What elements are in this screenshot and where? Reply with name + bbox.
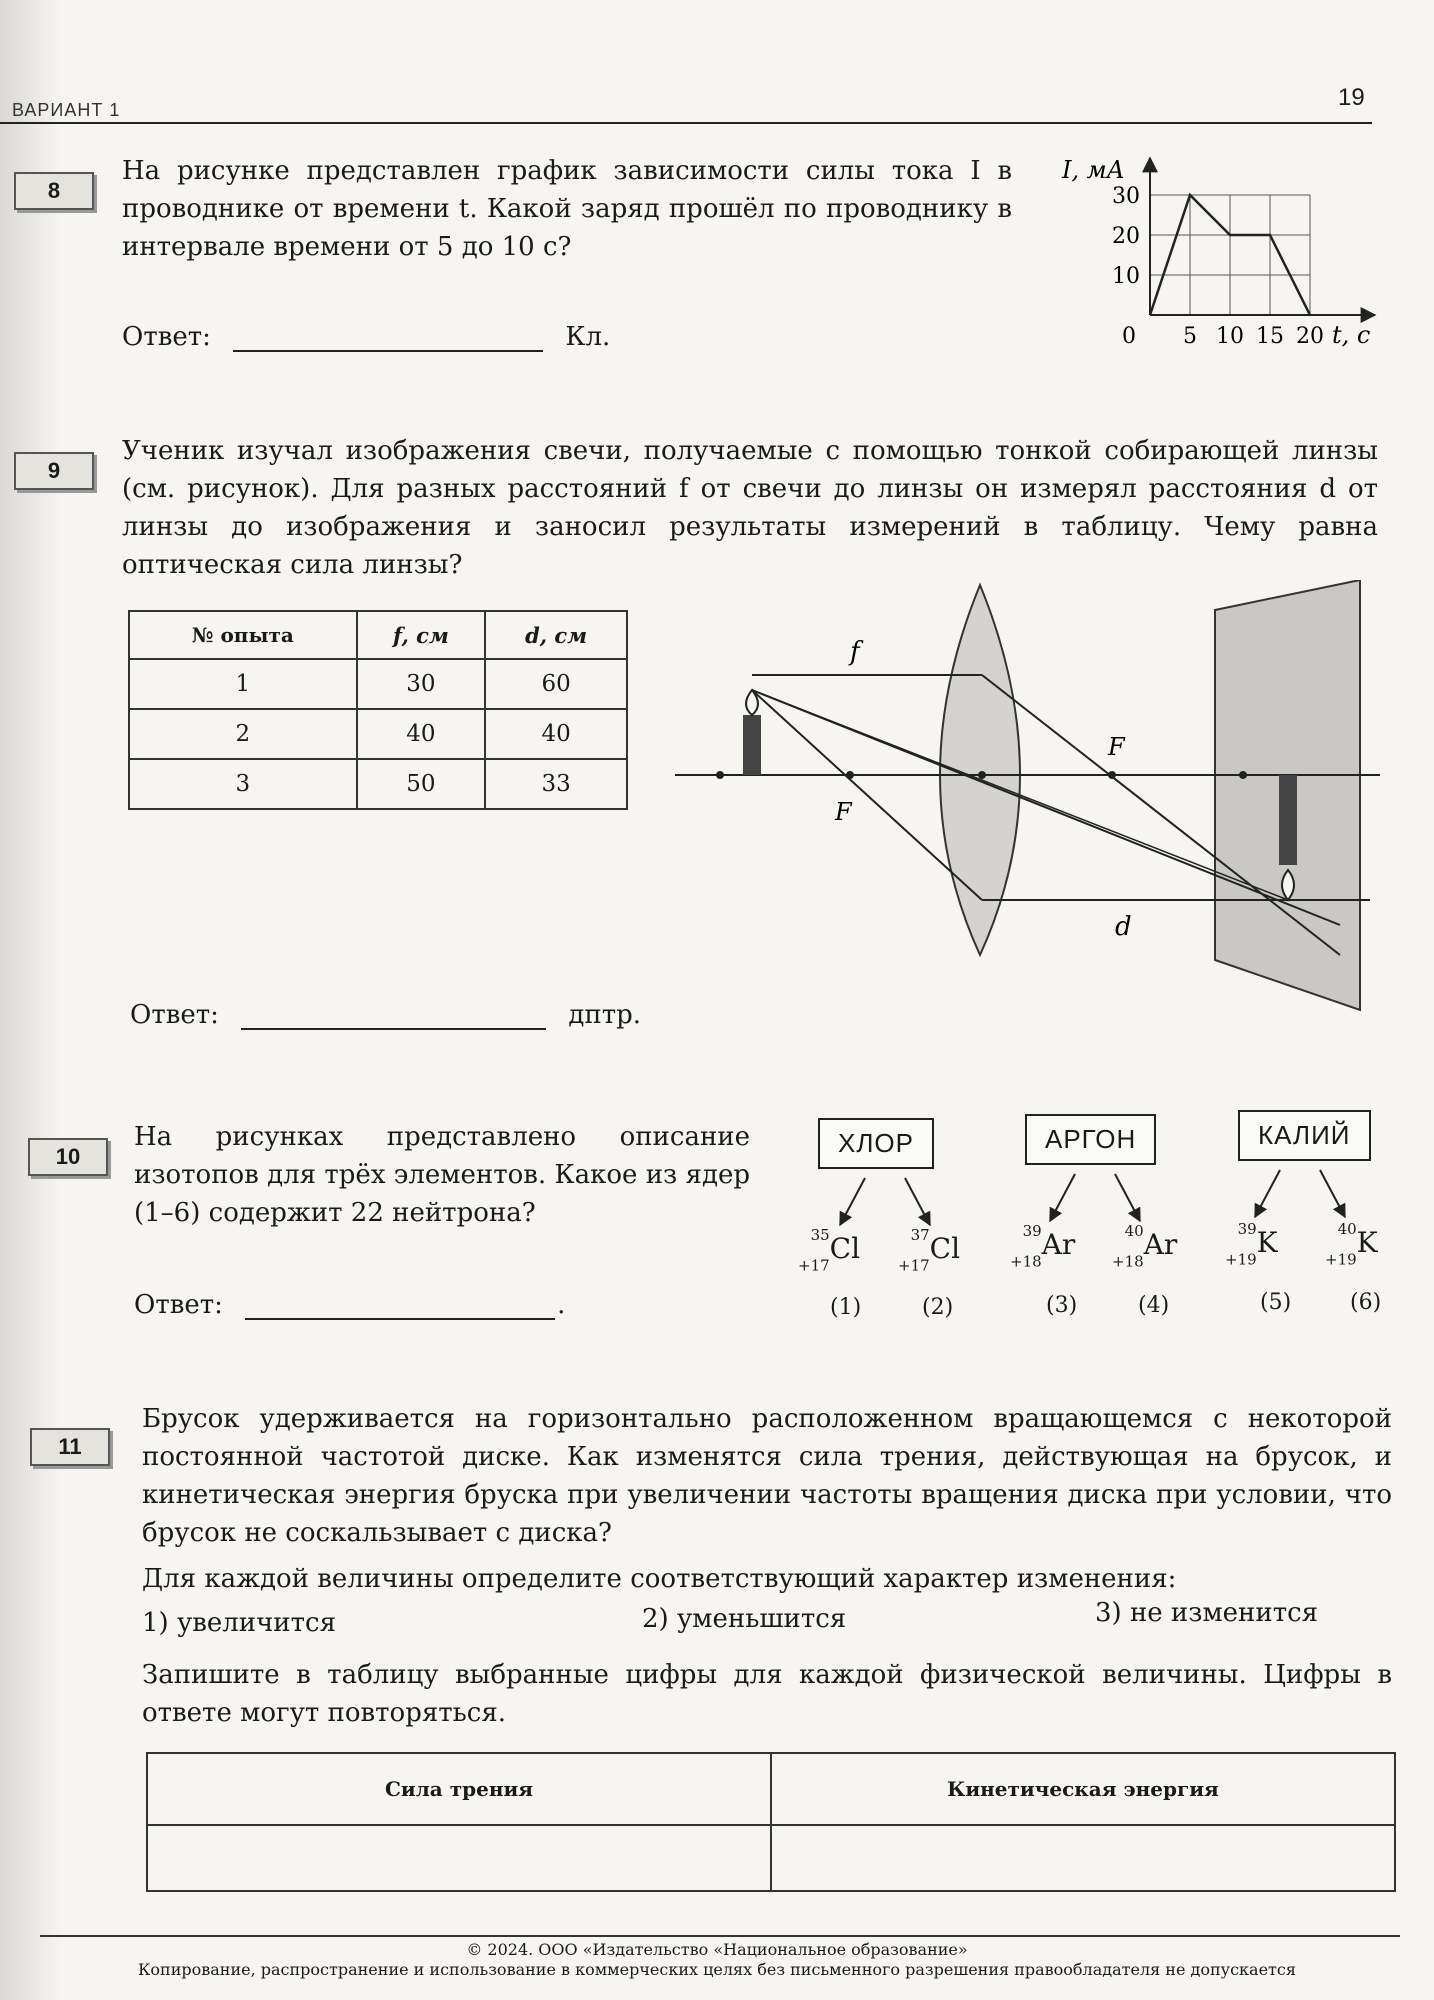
isotope-6: $^{40}$ $_{+19}$K: [1325, 1220, 1378, 1269]
answer-unit: дптр.: [568, 1000, 642, 1030]
candle-image: [1279, 775, 1297, 865]
option-3: 3) не изменится: [1095, 1598, 1319, 1628]
element-box-potassium: КАЛИЙ: [1238, 1110, 1371, 1161]
isotope-1: $^{35}$ $_{+17}$Cl: [798, 1226, 861, 1275]
question-9-text: Ученик изучал изображения свечи, получаемые с помощью тонкой собирающей линзы (см. рисунок). Для разных расстояний f от свечи до линзы он измерял расстояния d от линзы до изображения и заносил результаты измерений в таблицу. Чему равна оптическая сила линзы?: [122, 436, 1378, 580]
label-focus-right: F: [1108, 733, 1125, 761]
variant-label: ВАРИАНТ 1: [12, 100, 121, 120]
question-number-11: 11: [30, 1428, 110, 1466]
y-tick-label: 20: [1112, 224, 1140, 249]
page-edge-shadow: [0, 0, 60, 2000]
y-tick-label: 10: [1112, 264, 1140, 289]
table-header: № опыта: [129, 611, 357, 659]
x-tick-label: 0: [1122, 324, 1136, 349]
copyright-notice: Копирование, распространение и использование в коммерческих целях без письменного разрешения правообладателя не допускается: [138, 1960, 1296, 1979]
answer-label: Ответ:: [122, 322, 211, 352]
answer-table-header: Кинетическая энергия: [771, 1753, 1395, 1825]
table-cell: 33: [485, 759, 627, 809]
question-10-text: На рисунках представлено описание изотопов для трёх элементов. Какое из ядер (1–6) содержит 22 нейтрона?: [134, 1122, 750, 1228]
option-2: 2) уменьшится: [642, 1604, 847, 1634]
table-cell: 30: [357, 659, 486, 709]
label-focus-left: F: [835, 798, 852, 826]
answer-label: Ответ:: [134, 1290, 223, 1320]
question-9-answer: [130, 1000, 641, 1030]
header-divider: [0, 122, 1372, 124]
chart-tick-labels: [1112, 184, 1324, 349]
element-box-chlorine: ХЛОР: [818, 1118, 934, 1169]
isotope-label: (6): [1350, 1290, 1382, 1315]
element-box-argon: АРГОН: [1025, 1114, 1156, 1165]
isotope-label: (5): [1260, 1290, 1292, 1315]
question-8-answer: [122, 322, 610, 352]
isotope-label: (3): [1046, 1293, 1078, 1318]
question-8-text: На рисунке представлен график зависимости силы тока I в проводнике от времени t. Какой заряд прошёл по проводнику в интервале времени от 5 до 10 с?: [122, 156, 1012, 262]
table-cell: 40: [485, 709, 627, 759]
answer-cell-friction[interactable]: [147, 1825, 771, 1891]
question-10-answer: [134, 1290, 565, 1320]
isotope-label: (4): [1138, 1293, 1170, 1318]
axis-point: [1239, 771, 1247, 779]
x-tick-label: 10: [1216, 324, 1244, 349]
copyright-line: © 2024. ООО «Издательство «Национальное образование»: [466, 1940, 968, 1959]
isotope-5: $^{39}$ $_{+19}$K: [1225, 1220, 1278, 1269]
table-cell: 3: [129, 759, 357, 809]
x-tick-label: 5: [1183, 324, 1197, 349]
lens-measurements-table: [128, 610, 628, 810]
table-cell: 1: [129, 659, 357, 709]
footer-divider: [40, 1935, 1400, 1937]
isotope-label: (2): [922, 1295, 954, 1320]
page-number: 19: [1338, 84, 1365, 111]
table-cell: 50: [357, 759, 486, 809]
option-1: 1) увеличится: [142, 1608, 336, 1638]
answer-input-line[interactable]: [233, 326, 543, 352]
table-header: f, см: [357, 611, 486, 659]
candle-image-flame: [1282, 870, 1294, 900]
question-11-instruction: Для каждой величины определите соответствующий характер изменения:: [142, 1564, 1177, 1594]
answer-table-header: Сила трения: [147, 1753, 771, 1825]
axis-point: [716, 771, 724, 779]
answer-table: [146, 1752, 1396, 1892]
table-header: d, см: [485, 611, 627, 659]
label-f: f: [850, 637, 860, 667]
x-tick-label: 15: [1256, 324, 1284, 349]
question-11-table-instruction: Запишите в таблицу выбранные цифры для каждой физической величины. Цифры в ответе могут повторяться.: [142, 1660, 1392, 1728]
answer-unit: Кл.: [565, 322, 611, 352]
table-cell: 40: [357, 709, 486, 759]
question-11-text: Брусок удерживается на горизонтально расположенном вращающемся с некоторой постоянной частотой диске. Как изменятся сила трения, действующая на брусок, и кинетическая энергия бруска при увеличении частоты вращения диска при условии, что брусок не соскальзывает с диска?: [142, 1404, 1392, 1548]
answer-cell-kinetic-energy[interactable]: [771, 1825, 1395, 1891]
isotope-label: (1): [830, 1295, 862, 1320]
ray-extra: [752, 690, 1288, 900]
answer-input-line[interactable]: [241, 1004, 546, 1030]
lens-diagram: [670, 580, 1390, 1020]
isotope-3: $^{39}$ $_{+18}$Ar: [1010, 1222, 1076, 1271]
isotope-4: $^{40}$ $_{+18}$Ar: [1112, 1222, 1178, 1271]
table-cell: 2: [129, 709, 357, 759]
chart-grid: [1150, 195, 1310, 315]
question-number-10: 10: [28, 1138, 108, 1176]
current-time-chart: [1050, 150, 1390, 350]
y-tick-label: 30: [1112, 184, 1140, 209]
x-axis-label: t, с: [1332, 321, 1371, 349]
question-number-8: 8: [14, 172, 94, 210]
y-axis-label: I, мА: [1062, 156, 1125, 184]
answer-input-line[interactable]: [245, 1294, 555, 1320]
x-tick-label: 20: [1296, 324, 1324, 349]
lens-center-point: [978, 771, 986, 779]
answer-label: Ответ:: [130, 1000, 219, 1030]
label-d: d: [1115, 912, 1132, 942]
answer-unit: .: [557, 1290, 566, 1320]
isotope-2: $^{37}$ $_{+17}$Cl: [898, 1226, 961, 1275]
question-number-9: 9: [14, 452, 94, 490]
candle: [743, 715, 761, 775]
table-cell: 60: [485, 659, 627, 709]
